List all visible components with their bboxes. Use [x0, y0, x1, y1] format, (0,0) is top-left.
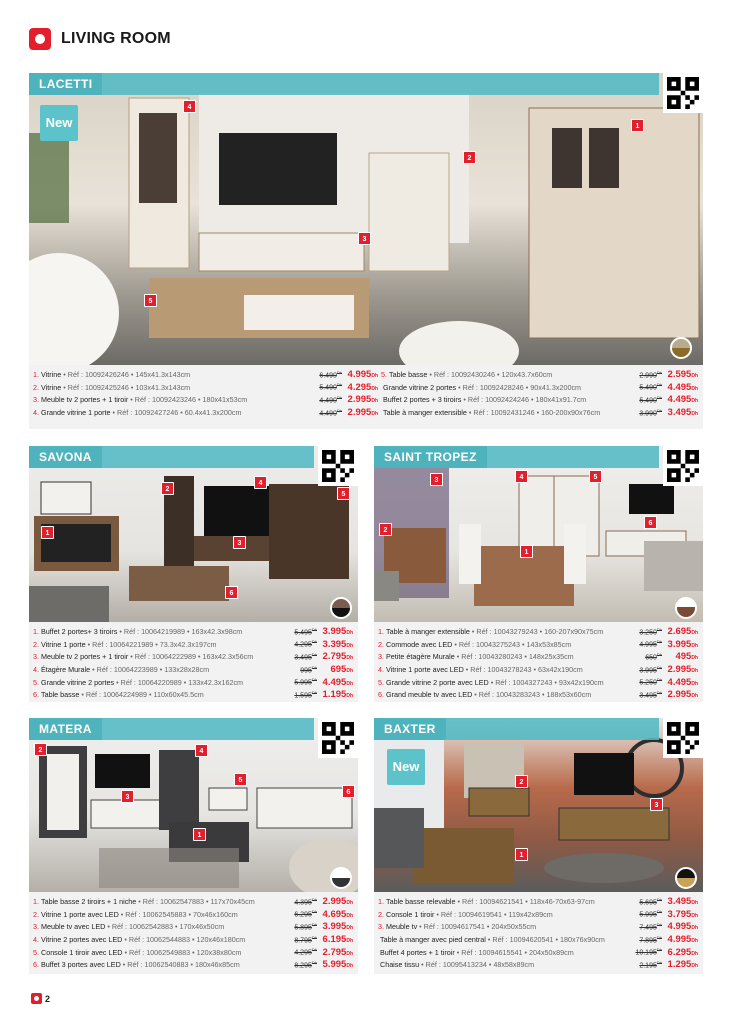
- price-row: 1. Vitrine • Réf : 10092426246 • 145x41.3x143cm $6.490^{Dh}$ 4.995Dh: [33, 369, 378, 380]
- price-row: 5. Grande vitrine 2 porte avec LED • Réf : 1004327243 • 93x42x190cm $5.250^{Dh}$ 4.495Dh: [378, 676, 698, 688]
- old-price: $5.495^{Dh}$: [294, 626, 317, 636]
- price-row: 1. Table basse relevable • Réf : 10094621541 • 118x46-70x63-97cm $5.695^{Dh}$ 3.495Dh: [378, 896, 698, 907]
- saint-tropez-room-photo: [374, 446, 703, 622]
- lacetti-banner: [29, 73, 659, 95]
- marker-1[interactable]: 1: [631, 119, 644, 132]
- new-price: 2.695Dh: [667, 626, 698, 637]
- price-row: 2. Vitrine 1 porte avec LED • Réf : 10062545883 • 70x46x160cm $6.295^{Dh}$ 4.695Dh: [33, 908, 353, 920]
- price-row: 3. Meuble tv • Réf : 10094617541 • 204x50x55cm $7.495^{Dh}$ 4.995Dh: [378, 921, 698, 933]
- section-matera: [29, 718, 358, 974]
- marker-6[interactable]: 6: [225, 586, 238, 599]
- price-row: 3. Meuble tv avec LED • Réf : 10062542883 • 170x46x50cm $5.895^{Dh}$ 3.995Dh: [33, 921, 353, 933]
- old-price: $3.990^{Dh}$: [639, 407, 662, 418]
- old-price: $5.490^{Dh}$: [639, 382, 662, 392]
- price-row: 1. Table à manger extensible • Réf : 10043279243 • 160-207x90x75cm $3.250^{Dh}$ 2.695Dh: [378, 626, 698, 637]
- old-price: $4.490^{Dh}$: [319, 407, 342, 418]
- marker-1[interactable]: 1: [41, 526, 54, 539]
- old-price: $7.495^{Dh}$: [639, 922, 662, 932]
- lacetti-title: LACETTI: [29, 73, 102, 95]
- old-price: $6.295^{Dh}$: [294, 909, 317, 919]
- lacetti-list-col-2: [378, 369, 698, 429]
- brand-logo-icon: [31, 993, 42, 1004]
- matera-price-list: [29, 892, 358, 974]
- marker-3[interactable]: 3: [430, 473, 443, 486]
- new-price: 4.495Dh: [667, 394, 698, 406]
- price-row: 1. Table basse 2 tiroirs + 1 niche • Réf : 10062547883 • 117x70x45cm $4.395^{Dh}$ 2.995Dh: [33, 896, 353, 907]
- matera-scene-illustration: [29, 718, 358, 892]
- section-saint-tropez: [374, 446, 703, 702]
- new-price: 2.995Dh: [347, 394, 378, 406]
- old-price: $6.490^{Dh}$: [319, 369, 342, 379]
- old-price: $5.695^{Dh}$: [639, 896, 662, 906]
- marker-4[interactable]: 4: [254, 476, 267, 489]
- page-title: LIVING ROOM: [61, 30, 171, 47]
- lacetti-scene-illustration: [29, 73, 703, 365]
- savona-qr-code[interactable]: [318, 446, 358, 486]
- old-price: $5.895^{Dh}$: [294, 922, 317, 932]
- old-price: $2.195^{Dh}$: [639, 960, 662, 970]
- new-price: 3.995Dh: [667, 638, 698, 650]
- old-price: $4.295^{Dh}$: [294, 639, 317, 649]
- saint-tropez-qr-code[interactable]: [663, 446, 703, 486]
- matera-title: MATERA: [29, 718, 102, 740]
- saint-tropez-price-list: [374, 622, 703, 702]
- new-price: 4.695Dh: [322, 908, 353, 920]
- new-price: 2.795Dh: [322, 946, 353, 958]
- price-row: 2. Vitrine 1 porte • Réf : 10064221989 • 73.3x42.3x197cm $4.295^{Dh}$ 3.395Dh: [33, 638, 353, 650]
- saint-tropez-title: SAINT TROPEZ: [374, 446, 487, 468]
- old-price: $5.995^{Dh}$: [294, 677, 317, 687]
- price-row: 6. Grand meuble tv avec LED • Réf : 10043283243 • 188x53x60cm $3.495^{Dh}$ 2.995Dh: [378, 689, 698, 701]
- old-price: $5.250^{Dh}$: [639, 677, 662, 687]
- new-price: 4.495Dh: [667, 381, 698, 393]
- new-price: 2.595Dh: [667, 369, 698, 380]
- old-price: $10.195^{Dh}$: [635, 947, 662, 957]
- old-price: $650^{Dh}$: [645, 652, 662, 662]
- new-price: 3.995Dh: [322, 626, 353, 637]
- color-swatch-dark-walnut[interactable]: [330, 597, 352, 619]
- old-price: $5.490^{Dh}$: [319, 382, 342, 392]
- new-price: 5.995Dh: [322, 959, 353, 971]
- matera-room-photo: [29, 718, 358, 892]
- price-row: Table à manger extensible • Réf : 10092431246 • 160-200x90x76cm $3.990^{Dh}$ 3.495Dh: [383, 407, 698, 419]
- savona-price-list: [29, 622, 358, 702]
- page-footer: [31, 993, 50, 1004]
- old-price: $5.995^{Dh}$: [639, 909, 662, 919]
- new-price: 2.995Dh: [667, 689, 698, 701]
- lacetti-room-photo: [29, 73, 703, 365]
- baxter-title: BAXTER: [374, 718, 446, 740]
- new-badge: New: [40, 105, 78, 141]
- matera-qr-code[interactable]: [318, 718, 358, 758]
- old-price: $2.990^{Dh}$: [639, 369, 662, 379]
- new-price: 6.195Dh: [322, 934, 353, 946]
- marker-4[interactable]: 4: [183, 100, 196, 113]
- price-row: Buffet 4 portes + 1 tiroir • Réf : 10094615541 • 204x50x89cm $10.195^{Dh}$ 6.295Dh: [380, 946, 698, 958]
- old-price: $4.395^{Dh}$: [294, 896, 317, 906]
- savona-room-photo: [29, 446, 358, 622]
- color-swatch-black-oak[interactable]: [675, 867, 697, 889]
- new-price: 3.495Dh: [667, 407, 698, 419]
- old-price: $7.895^{Dh}$: [639, 934, 662, 945]
- new-price: 2.795Dh: [322, 651, 353, 663]
- price-row: 2. Console 1 tiroir • Réf : 10094619541 • 119x42x89cm $5.995^{Dh}$ 3.795Dh: [378, 908, 698, 920]
- marker-2[interactable]: 2: [515, 775, 528, 788]
- savona-title: SAVONA: [29, 446, 102, 468]
- new-price: 4.495Dh: [667, 676, 698, 688]
- section-savona: [29, 446, 358, 702]
- price-row: 4. Grande vitrine 1 porte • Réf : 10092427246 • 60.4x41.3x200cm $4.490^{Dh}$ 2.995Dh: [33, 407, 378, 419]
- price-row: Chaise tissu • Réf : 10095413234 • 48x58x89cm $2.195^{Dh}$ 1.295Dh: [380, 959, 698, 971]
- price-row: Grande vitrine 2 portes • Réf : 10092428246 • 90x41.3x200cm $5.490^{Dh}$ 4.495Dh: [383, 381, 698, 393]
- new-price: 2.995Dh: [347, 407, 378, 419]
- marker-2[interactable]: 2: [161, 482, 174, 495]
- marker-1[interactable]: 1: [520, 545, 533, 558]
- old-price: $3.250^{Dh}$: [639, 626, 662, 636]
- old-price: $4.295^{Dh}$: [294, 947, 317, 957]
- lacetti-list-col-1: [33, 369, 378, 429]
- new-price: 4.995Dh: [667, 921, 698, 933]
- price-row: 3. Meuble tv 2 portes + 1 tiroir • Réf : 10064222989 • 163x42.3x56cm $3.495^{Dh}$ 2.795Dh: [33, 651, 353, 663]
- price-row: 5. Table basse • Réf : 10092430246 • 120x43.7x60cm $2.990^{Dh}$ 2.595Dh: [381, 369, 698, 380]
- new-price: 3.995Dh: [322, 921, 353, 933]
- price-row: 4. Vitrine 1 porte avec LED • Réf : 10043278243 • 63x42x190cm $3.995^{Dh}$ 2.995Dh: [378, 664, 698, 676]
- marker-4[interactable]: 4: [515, 470, 528, 483]
- old-price: $4.490^{Dh}$: [319, 395, 342, 405]
- marker-2[interactable]: 2: [379, 523, 392, 536]
- lacetti-price-list: [29, 365, 703, 429]
- new-price: 4.495Dh: [322, 676, 353, 688]
- new-price: 2.995Dh: [667, 664, 698, 676]
- color-swatch-white-graphite[interactable]: [330, 867, 352, 889]
- price-row: 1. Buffet 2 portes+ 3 tiroirs • Réf : 10064219989 • 163x42.3x98cm $5.495^{Dh}$ 3.995Dh: [33, 626, 353, 637]
- marker-5[interactable]: 5: [234, 773, 247, 786]
- old-price: $995^{Dh}$: [300, 664, 317, 675]
- brand-logo-icon: [29, 28, 51, 50]
- old-price: $3.495^{Dh}$: [639, 690, 662, 700]
- new-price: 1.295Dh: [667, 959, 698, 971]
- marker-2[interactable]: 2: [463, 151, 476, 164]
- price-row: 6. Table basse • Réf : 10064224989 • 110x60x45.5cm $1.595^{Dh}$ 1.195Dh: [33, 689, 353, 701]
- marker-6[interactable]: 6: [342, 785, 355, 798]
- old-price: $8.295^{Dh}$: [294, 960, 317, 970]
- marker-4[interactable]: 4: [195, 744, 208, 757]
- color-swatch-beige-wood[interactable]: [670, 337, 692, 359]
- marker-1[interactable]: 1: [193, 828, 206, 841]
- color-swatch-white-walnut[interactable]: [675, 597, 697, 619]
- new-price: 2.995Dh: [322, 896, 353, 907]
- new-price: 4.295Dh: [347, 381, 378, 393]
- price-row: 5. Console 1 tiroir avec LED • Réf : 10062549883 • 120x38x80cm $4.295^{Dh}$ 2.795Dh: [33, 946, 353, 958]
- marker-3[interactable]: 3: [650, 798, 663, 811]
- section-lacetti: [29, 73, 703, 429]
- new-price: 4.995Dh: [667, 934, 698, 946]
- saint-tropez-scene-illustration: [374, 446, 703, 622]
- new-price: 1.195Dh: [322, 689, 353, 701]
- price-row: 4. Vitrine 2 portes avec LED • Réf : 10062544883 • 120x46x180cm $8.795^{Dh}$ 6.195Dh: [33, 934, 353, 946]
- marker-5[interactable]: 5: [589, 470, 602, 483]
- marker-3[interactable]: 3: [358, 232, 371, 245]
- new-price: 4.995Dh: [347, 369, 378, 380]
- old-price: $3.495^{Dh}$: [294, 652, 317, 662]
- price-row: Table à manger avec pied central • Réf : 10094620541 • 180x76x90cm $7.895^{Dh}$ 4.995Dh: [380, 934, 698, 946]
- section-baxter: [374, 718, 703, 974]
- lacetti-qr-code[interactable]: [663, 73, 703, 113]
- marker-1[interactable]: 1: [515, 848, 528, 861]
- baxter-qr-code[interactable]: [663, 718, 703, 758]
- marker-5[interactable]: 5: [337, 487, 350, 500]
- old-price: $3.995^{Dh}$: [639, 664, 662, 675]
- marker-2[interactable]: 2: [34, 743, 47, 756]
- price-row: Buffet 2 portes + 3 tiroirs • Réf : 10092424246 • 180x41x91.7cm $5.490^{Dh}$ 4.495Dh: [383, 394, 698, 406]
- price-row: 3. Petite étagère Murale • Réf : 10043280243 • 148x25x35cm $650^{Dh}$ 495Dh: [378, 651, 698, 663]
- old-price: $5.490^{Dh}$: [639, 395, 662, 405]
- price-row: 2. Commode avec LED • Réf : 10043275243 • 143x53x85cm $4.995^{Dh}$ 3.995Dh: [378, 638, 698, 650]
- new-price: 3.495Dh: [667, 896, 698, 907]
- marker-6[interactable]: 6: [644, 516, 657, 529]
- price-row: 4. Étagère Murale • Réf : 10064223989 • 133x28x28cm $995^{Dh}$ 695Dh: [33, 664, 353, 676]
- page-number: 2: [45, 993, 51, 1004]
- marker-3[interactable]: 3: [233, 536, 246, 549]
- marker-5[interactable]: 5: [144, 294, 157, 307]
- new-price: 3.395Dh: [322, 638, 353, 650]
- new-price: 695Dh: [330, 664, 353, 676]
- old-price: $1.595^{Dh}$: [294, 690, 317, 700]
- price-row: 3. Meuble tv 2 portes + 1 tiroir • Réf : 10092423246 • 180x41x53cm $4.490^{Dh}$ 2.995Dh: [33, 394, 378, 406]
- marker-3[interactable]: 3: [121, 790, 134, 803]
- baxter-price-list: [374, 892, 703, 974]
- price-row: 6. Buffet 3 portes avec LED • Réf : 10062540883 • 180x46x85cm $8.295^{Dh}$ 5.995Dh: [33, 959, 353, 971]
- page-header: [29, 28, 171, 50]
- new-badge: New: [387, 749, 425, 785]
- old-price: $8.795^{Dh}$: [294, 934, 317, 945]
- savona-scene-illustration: [29, 446, 358, 622]
- new-price: 495Dh: [675, 651, 698, 663]
- price-row: 5. Grande vitrine 2 portes • Réf : 10064220989 • 133x42.3x162cm $5.995^{Dh}$ 4.495Dh: [33, 676, 353, 688]
- old-price: $4.995^{Dh}$: [639, 639, 662, 649]
- price-row: 2. Vitrine • Réf : 10092425246 • 103x41.3x143cm $5.490^{Dh}$ 4.295Dh: [33, 381, 378, 393]
- new-price: 3.795Dh: [667, 908, 698, 920]
- new-price: 6.295Dh: [667, 946, 698, 958]
